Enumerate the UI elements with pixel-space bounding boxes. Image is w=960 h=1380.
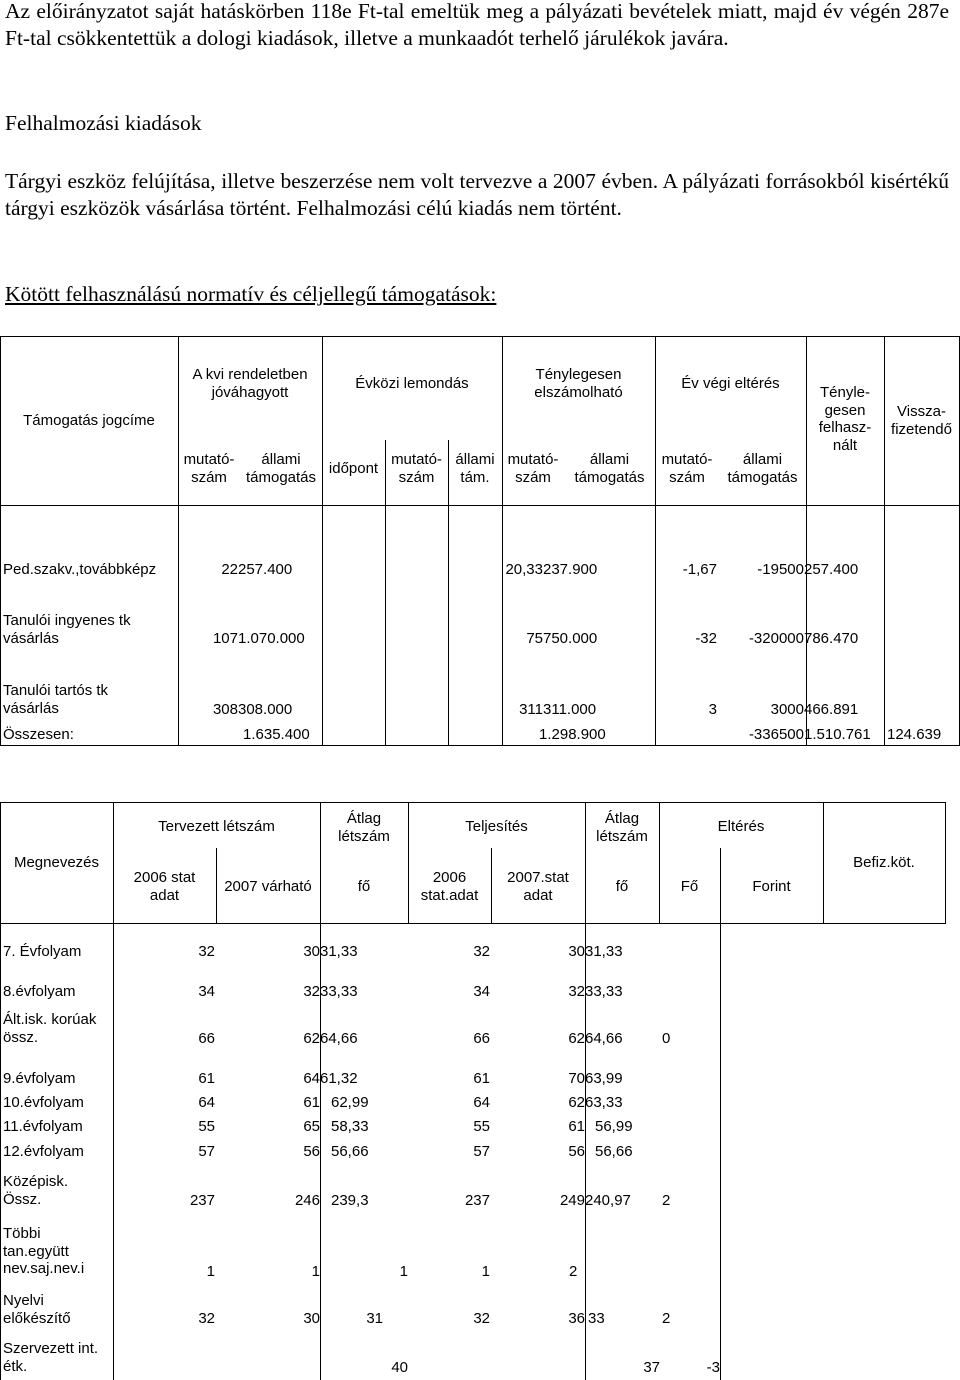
felhalmozasi-paragraph: Tárgyi eszköz felújítása, illetve beszerzése nem volt tervezve a 2007 évben. A pályázati forrásokból kisértékű tárgyi eszközök vásárlása történt. Felhalmozási célú kiadás nem történt. [5, 169, 949, 220]
cell-c1: 66 [198, 1030, 215, 1047]
header-2006-statadat: 2006 stat.adat [420, 869, 479, 904]
cell-m1: 308 [212, 701, 238, 718]
cell-c7: -3 [706, 1359, 720, 1376]
cell-c1: 32 [198, 1310, 215, 1327]
cell-c3: 31 [366, 1310, 383, 1327]
cell-c3: 239,3 [331, 1192, 369, 1209]
header-2006-stat: 2006 stat adat [133, 869, 196, 904]
header-megnevezes: Megnevezés [13, 854, 100, 871]
cell-c1: 57 [198, 1143, 215, 1160]
cell-c5: 62 [568, 1030, 585, 1047]
header-forint: Forint [752, 878, 791, 895]
table-row-name: 11.évfolyam [3, 1118, 83, 1135]
header-2007-varhato: 2007 várható [224, 878, 312, 895]
header-all4: állami támogatás [727, 451, 798, 486]
header-mut4: mutató- szám [661, 451, 713, 486]
header-tenylegfel: Tényle- gesen felhasz- nált [818, 384, 872, 454]
cell-c3: 64,66 [320, 1030, 358, 1047]
cell-c6: 33,33 [585, 983, 623, 1000]
cell-c5: 249 [559, 1192, 585, 1209]
cell-c3: 61,32 [320, 1070, 358, 1087]
cell-c2: 246 [294, 1192, 320, 1209]
cell-c1: 55 [198, 1118, 215, 1135]
header-befiz: Befiz.köt. [853, 854, 915, 871]
cell-c2: 30 [303, 1310, 320, 1327]
header-teljesites: Teljesítés [465, 818, 528, 835]
cell-c4: 64 [473, 1094, 490, 1111]
cell-a4: -320000 [748, 630, 804, 647]
table-row-name: 10.évfolyam [3, 1094, 84, 1111]
cell-c4: 57 [473, 1143, 490, 1160]
cell-c1: 34 [198, 983, 215, 1000]
header-atlag1: Átlag létszám [338, 810, 390, 845]
cell-c6: 63,99 [585, 1070, 623, 1087]
header-all1: állami támogatás [245, 451, 317, 486]
cell-c4: 32 [473, 1310, 490, 1327]
header-tenyleg: Ténylegesen elszámolható [534, 366, 623, 401]
cell-c4: 66 [473, 1030, 490, 1047]
header-fo3: Fő [680, 878, 699, 895]
cell-c6: 240,97 [585, 1192, 631, 1209]
header-evkozi: Évközi lemondás [355, 375, 469, 392]
cell-c5: 30 [568, 943, 585, 960]
cell-c6: 31,33 [585, 943, 623, 960]
header-mut1: mutató- szám [183, 451, 235, 486]
cell-a1: 308.000 [238, 701, 293, 718]
cell-a3: 311.000 [543, 701, 597, 718]
cell-c4: 34 [473, 983, 490, 1000]
intro-paragraph: Az előirányzatot saját hatáskörben 118e Ft-tal emeltük meg a pályázati bevételek miatt, majd év végén 287e Ft-tal csökkentettük a dologi kiadások, illetve a munkaadót terhelő járulékok javára. [5, 0, 949, 50]
cell-c6: 33 [588, 1310, 605, 1327]
cell-c6: 56,66 [595, 1143, 633, 1160]
header-kvi: A kvi rendeletben jóváhagyott [192, 366, 308, 401]
cell-a4: -19500 [757, 561, 804, 578]
cell-m3: 20,33 [505, 561, 543, 578]
cell-a1: 1.070.000 [238, 630, 305, 647]
cell-m3: 75 [526, 630, 543, 647]
cell-c6: 63,33 [585, 1094, 623, 1111]
table-row-name: Összesen: [3, 726, 74, 743]
table-row-name: 7. Évfolyam [3, 943, 82, 960]
header-jogcim: Támogatás jogcíme [23, 412, 155, 429]
cell-a3: 750.000 [543, 630, 598, 647]
table-row-name: Ped.szakv.,továbbképz [3, 561, 157, 578]
header-vissza: Vissza- fizetendő [891, 403, 952, 438]
cell-c2: 62 [303, 1030, 320, 1047]
cell-tf: 257.400 [804, 561, 859, 578]
cell-c4: 32 [473, 943, 490, 960]
cell-m4: -1,67 [682, 561, 717, 578]
cell-c1: 32 [198, 943, 215, 960]
header-fo1: fő [357, 878, 371, 895]
cell-m4: -32 [695, 630, 717, 647]
header-mut2: mutató- szám [391, 451, 442, 486]
cell-c2: 30 [303, 943, 320, 960]
header-all2: állami tám. [455, 451, 495, 486]
table-row-name: Ált.isk. korúak össz. [3, 1011, 97, 1046]
cell-c1: 1 [206, 1263, 215, 1280]
cell-c2: 32 [303, 983, 320, 1000]
cell-tf: 1.510.761 [804, 726, 871, 743]
cell-c4: 237 [464, 1192, 490, 1209]
header-tervezett: Tervezett létszám [158, 818, 275, 835]
cell-c4: 55 [473, 1118, 490, 1135]
cell-c7: 0 [662, 1030, 671, 1047]
cell-m1: 107 [212, 630, 238, 647]
cell-c2: 56 [303, 1143, 320, 1160]
header-all3: állami támogatás [574, 451, 645, 486]
table-row-name: 12.évfolyam [3, 1143, 84, 1160]
table-row-name: Nyelvi előkészítő [3, 1292, 71, 1327]
cell-c6: 2 [569, 1263, 578, 1280]
cell-c1: 61 [198, 1070, 215, 1087]
cell-a4: 3000 [770, 701, 804, 718]
cell-c6: 37 [643, 1359, 660, 1376]
cell-c5: 32 [568, 983, 585, 1000]
table-row-name: Szervezett int. étk. [3, 1340, 99, 1375]
cell-c3: 40 [391, 1359, 408, 1376]
header-2007-statadat: 2007.stat adat [507, 869, 569, 904]
cell-c3: 56,66 [331, 1143, 369, 1160]
section-heading-kotott: Kötött felhasználású normatív és céljellegű támogatások: [5, 282, 497, 306]
header-evvegi: Év végi eltérés [681, 375, 780, 392]
cell-c5: 62 [568, 1094, 585, 1111]
cell-a1: 1.635.400 [243, 726, 310, 743]
cell-c5: 56 [568, 1143, 585, 1160]
section-heading-felhalmozasi: Felhalmozási kiadások [5, 111, 202, 135]
cell-m3: 311 [519, 701, 543, 718]
cell-c1: 237 [189, 1192, 215, 1209]
cell-a4: -336500 [748, 726, 804, 743]
cell-a3: 1.298.900 [539, 726, 606, 743]
cell-m1: 22 [221, 561, 238, 578]
cell-c3: 1 [399, 1263, 408, 1280]
cell-c3: 58,33 [331, 1118, 369, 1135]
cell-c1: 64 [198, 1094, 215, 1111]
cell-c6: 56,99 [595, 1118, 633, 1135]
table-row-name: Középisk. Össz. [3, 1173, 69, 1208]
cell-c3: 33,33 [320, 983, 358, 1000]
cell-c6: 64,66 [585, 1030, 623, 1047]
cell-c2: 1 [311, 1263, 320, 1280]
table-row-name: 8.évfolyam [3, 983, 76, 1000]
cell-vissza: 124.639 [887, 726, 942, 743]
cell-c2: 64 [303, 1070, 320, 1087]
cell-c5: 61 [568, 1118, 585, 1135]
header-elteres: Eltérés [717, 818, 765, 835]
cell-c3: 31,33 [320, 943, 358, 960]
header-idopont: időpont [328, 460, 379, 477]
cell-c2: 65 [303, 1118, 320, 1135]
cell-tf: 786.470 [804, 630, 859, 647]
table-row-name: Többi tan.együtt nev.saj.nev.i [3, 1225, 85, 1277]
cell-a3: 237.900 [543, 561, 598, 578]
table-row-name: Tanulói tartós tk vásárlás [3, 682, 109, 717]
cell-c5: 36 [568, 1310, 585, 1327]
cell-c7: 2 [662, 1192, 671, 1209]
header-atlag2: Átlag létszám [596, 810, 648, 845]
header-mut3: mutató- szám [507, 451, 559, 486]
cell-c7: 2 [662, 1310, 671, 1327]
header-fo2: fő [615, 878, 629, 895]
cell-m4: 3 [708, 701, 717, 718]
cell-c4: 61 [473, 1070, 490, 1087]
cell-c4: 1 [481, 1263, 490, 1280]
cell-c3: 62,99 [331, 1094, 369, 1111]
cell-c5: 70 [568, 1070, 585, 1087]
cell-c2: 61 [303, 1094, 320, 1111]
table-row-name: 9.évfolyam [3, 1070, 76, 1087]
cell-tf: 466.891 [804, 701, 859, 718]
table-row-name: Tanulói ingyenes tk vásárlás [3, 612, 131, 647]
cell-a1: 257.400 [238, 561, 293, 578]
